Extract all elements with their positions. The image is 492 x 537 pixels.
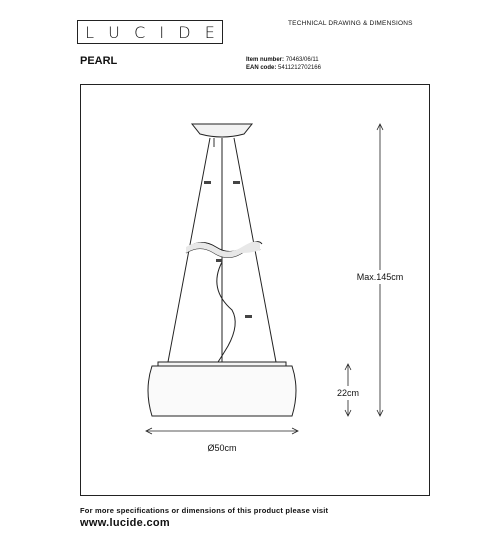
logo-letter: E (204, 22, 215, 42)
logo-letter: C (134, 22, 146, 42)
ean-label: EAN code: (246, 65, 277, 71)
technical-drawing (80, 84, 430, 496)
total-height-label: Max.145cm (356, 272, 404, 282)
cable-clip (233, 181, 240, 184)
ean-line (246, 64, 321, 72)
ean-value: 5411212702166 (278, 65, 321, 71)
item-number-line (246, 56, 321, 64)
canopy (192, 124, 252, 137)
logo-letter: I (159, 22, 165, 42)
item-number-label: Item number: (246, 57, 285, 63)
cable-clip (216, 259, 222, 262)
diameter-label: Ø50cm (207, 443, 237, 453)
footer-note: For more specifications or dimensions of this product please visit (80, 506, 329, 515)
shade-top-plate (158, 362, 286, 366)
product-name: PEARL (80, 55, 118, 67)
lucide-logo (77, 20, 223, 44)
item-number-value: 70463/06/11 (285, 57, 319, 63)
cable-clip (204, 181, 211, 184)
shade-height-label: 22cm (336, 388, 360, 398)
website-link[interactable]: www.lucide.com (80, 517, 170, 529)
product-meta (246, 56, 321, 72)
break-fill (186, 242, 260, 258)
cable-clip (245, 315, 252, 318)
logo-letter: D (178, 22, 191, 42)
document-type: TECHNICAL DRAWING & DIMENSIONS (288, 20, 413, 27)
power-cord (217, 262, 235, 362)
logo-letter: U (108, 22, 120, 42)
logo-letter: L (85, 22, 94, 42)
shade-body (148, 366, 296, 416)
